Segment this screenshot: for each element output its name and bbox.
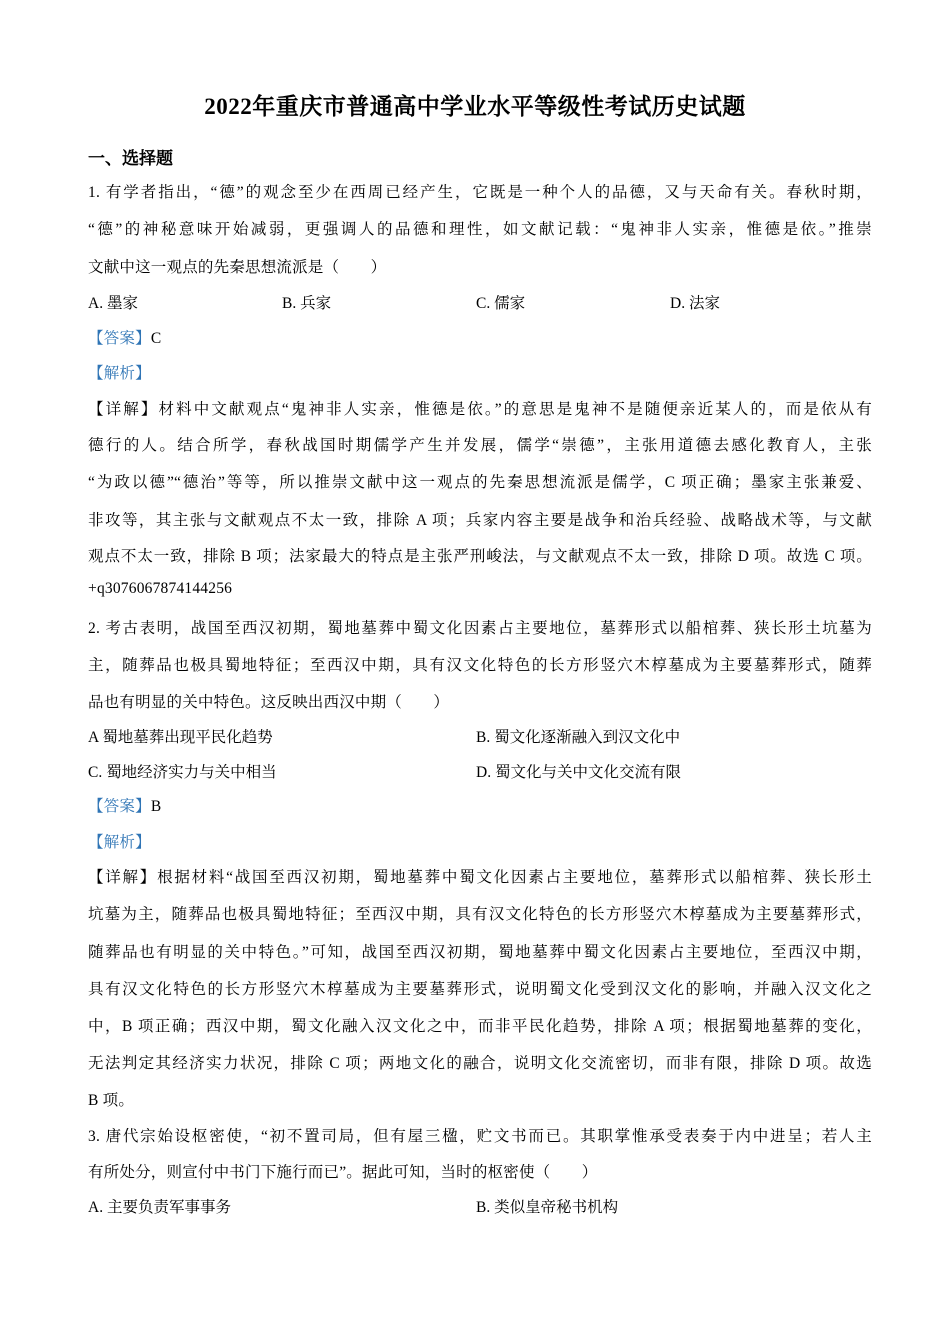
question-3-line-2: 有所处分，则宣付中书门下施行而已”。据此可知，当时的枢密使（ ） [88, 1164, 598, 1181]
question-2-detail-line-4: 具有汉文化特色的长方形竖穴木椁墓成为主要墓葬形式，说明蜀文化受到汉文化的影响，并融入汉文化之 [88, 981, 872, 998]
answer-label: 【答案】 [88, 330, 151, 347]
question-2-option-b: B. 蜀文化逐渐融入到汉文化中 [476, 729, 681, 746]
question-2-option-c: C. 蜀地经济实力与关中相当 [88, 764, 277, 781]
question-1-detail-line-3: “为政以德”“德治”等等，所以推崇文献中这一观点的先秦思想流派是儒学，C 项正确；墨家主张兼爱、 [88, 474, 872, 491]
question-1-option-b: B. 兵家 [282, 295, 332, 312]
answer-value: C [150, 330, 162, 347]
question-1-line-1: 1. 有学者指出，“德”的观念至少在西周已经产生，它既是一种个人的品德，又与天命有关。春秋时期， [88, 184, 872, 201]
section-heading: 一、选择题 [88, 149, 173, 168]
answer-value: B [150, 798, 162, 815]
question-1-answer [88, 326, 161, 348]
question-1-option-a: A. 墨家 [88, 295, 138, 312]
question-1-option-d: D. 法家 [670, 295, 720, 312]
question-2-detail-line-6: 无法判定其经济实力状况，排除 C 项；两地文化的融合，说明文化交流密切，而非有限，排除 D 项。故选 [88, 1055, 872, 1072]
detail-text: 根据材料“战国至西汉初期，蜀地墓葬中蜀文化因素占主要地位，墓葬形式以船棺葬、狭长形土 [157, 869, 872, 886]
question-2-option-d: D. 蜀文化与关中文化交流有限 [476, 764, 681, 781]
question-1-option-c: C. 儒家 [476, 295, 526, 312]
question-1-analysis-label: 【解析】 [88, 365, 151, 382]
question-2-detail-line-3: 随葬品也有明显的关中特色。”可知，战国至西汉初期，蜀地墓葬中蜀文化因素占主要地位，至西汉中期， [88, 944, 872, 961]
question-2-option-a: A 蜀地墓葬出现平民化趋势 [88, 729, 273, 746]
question-2-detail-line-2: 坑墓为主，随葬品也极具蜀地特征；至西汉中期，具有汉文化特色的长方形竖穴木椁墓成为主要墓葬形式， [88, 906, 872, 923]
question-2-analysis-label: 【解析】 [88, 834, 151, 851]
question-1-line-2: “德”的神秘意味开始减弱，更强调人的品德和理性，如文献记载：“鬼神非人实亲，惟德是依。”推崇 [88, 221, 872, 238]
question-3-option-b: B. 类似皇帝秘书机构 [476, 1199, 619, 1216]
question-2-line-1: 2. 考古表明，战国至西汉初期，蜀地墓葬中蜀文化因素占主要地位，墓葬形式以船棺葬、狭长形土坑墓为 [88, 620, 872, 637]
question-1-detail-line-4: 非攻等，其主张与文献观点不太一致，排除 A 项；兵家内容主要是战争和治兵经验、战略战术等，与文献 [88, 512, 872, 529]
detail-label: 【详解】 [88, 869, 158, 886]
question-2-line-2: 主，随葬品也极具蜀地特征；至西汉中期，具有汉文化特色的长方形竖穴木椁墓成为主要墓葬形式，随葬 [88, 657, 872, 674]
document-title: 2022年重庆市普通高中学业水平等级性考试历史试题 [204, 94, 746, 119]
question-1-detail-line-2: 德行的人。结合所学，春秋战国时期儒学产生并发展，儒学“崇德”，主张用道德去感化教育人，主张 [88, 437, 872, 454]
question-1-detail-line-1 [88, 397, 872, 419]
answer-label: 【答案】 [88, 798, 151, 815]
question-3-option-a: A. 主要负责军事事务 [88, 1199, 231, 1216]
question-2-answer [88, 794, 161, 816]
question-2-detail-line-1 [88, 865, 872, 887]
question-1-detail-line-5: 观点不太一致，排除 B 项；法家最大的特点是主张严刑峻法，与文献观点不太一致，排除 D 项。故选 C 项。 [88, 548, 872, 565]
question-1-line-3: 文献中这一观点的先秦思想流派是（ ） [88, 259, 387, 276]
question-2-detail-line-5: 中，B 项正确；西汉中期，蜀文化融入汉文化之中，而非平民化趋势，排除 A 项；根据蜀地墓葬的变化， [88, 1018, 872, 1035]
question-2-line-3: 品也有明显的关中特色。这反映出西汉中期（ ） [88, 694, 450, 711]
detail-label: 【详解】 [88, 401, 159, 418]
question-1-detail-line-6: +q3076067874144256 [88, 580, 233, 597]
question-3-line-1: 3. 唐代宗始设枢密使，“初不置司局，但有屋三楹，贮文书而已。其职掌惟承受表奏于内中进呈；若人主 [88, 1128, 872, 1145]
question-2-detail-line-7: B 项。 [88, 1092, 135, 1109]
detail-text: 材料中文献观点“鬼神非人实亲，惟德是依。”的意思是鬼神不是随便亲近某人的，而是依从有 [158, 401, 872, 418]
